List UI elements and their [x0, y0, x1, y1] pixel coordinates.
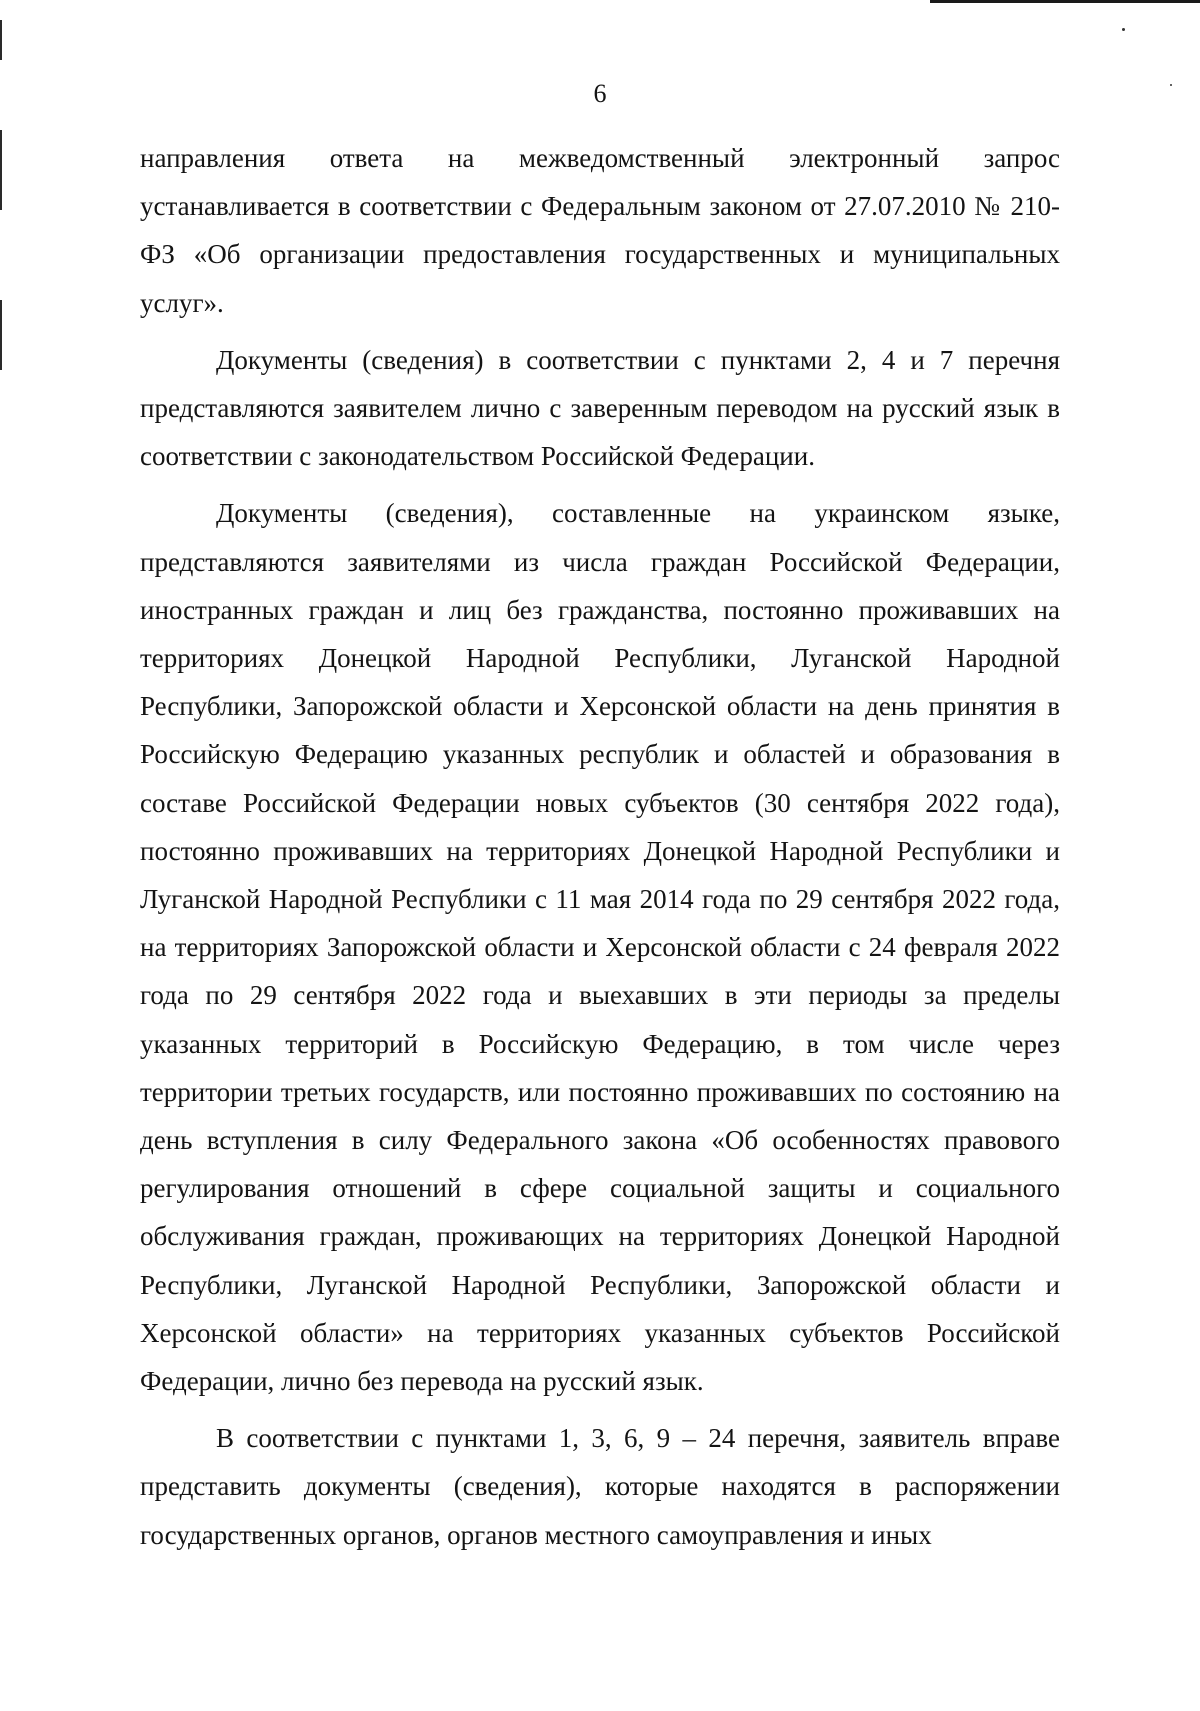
- scan-edge-left: [0, 300, 2, 370]
- paragraph-continuation: направления ответа на межведомственный электронный запрос устанавливается в соответствии с Федеральным законом от 27.07.2010 № 210-ФЗ «Об организации предоставления государственных и муниципальных услуг».: [140, 143, 1060, 318]
- scan-edge-top: [930, 0, 1200, 3]
- scan-edge-left: [0, 20, 2, 60]
- paragraph-ukrainian-documents: Документы (сведения), составленные на украинском языке, представляются заявителями из числа граждан Российской Федерации, иностранных граждан и лиц без гражданства, постоянно проживавших на территориях Донецкой Народной Республики, Луганской Народной Республики, Запорожской области и Херсонской области на день принятия в Российскую Федерацию указанных республик и областей и образования в составе Российской Федерации новых субъектов (30 сентября 2022 года), постоянно проживавших на территориях Донецкой Народной Республики и Луганской Народной Республики с 11 мая 2014 года по 29 сентября 2022 года, на территориях Запорожской области и Херсонской области с 24 февраля 2022 года по 29 сентября 2022 года и выехавших в эти периоды за пределы указанных территорий в Российскую Федерацию, в том числе через территории третьих государств, или постоянно проживавших по состоянию на день вступления в силу Федерального закона «Об особенностях правового регулирования отношений в сфере социальной защиты и социального обслуживания граждан, проживающих на территориях Донецкой Народной Республики, Луганской Народной Республики, Запорожской области и Херсонской области» на территориях указанных субъектов Российской Федерации, лично без перевода на русский язык.: [140, 498, 1060, 1397]
- scan-speck: [1122, 28, 1125, 31]
- scan-edge-left: [0, 130, 2, 210]
- paragraph-applicant-rights: В соответствии с пунктами 1, 3, 6, 9 – 24 перечня, заявитель вправе представить документы (сведения), которые находятся в распоряжении государственных органов, органов местного самоуправления и иных: [140, 1423, 1060, 1550]
- paragraph-translation-requirement: Документы (сведения) в соответствии с пунктами 2, 4 и 7 перечня представляются заявителем лично с заверенным переводом на русский язык в соответствии с законодательством Российской Федерации.: [140, 344, 1060, 472]
- document-body: [140, 134, 1060, 1568]
- page-number: 6: [593, 79, 607, 108]
